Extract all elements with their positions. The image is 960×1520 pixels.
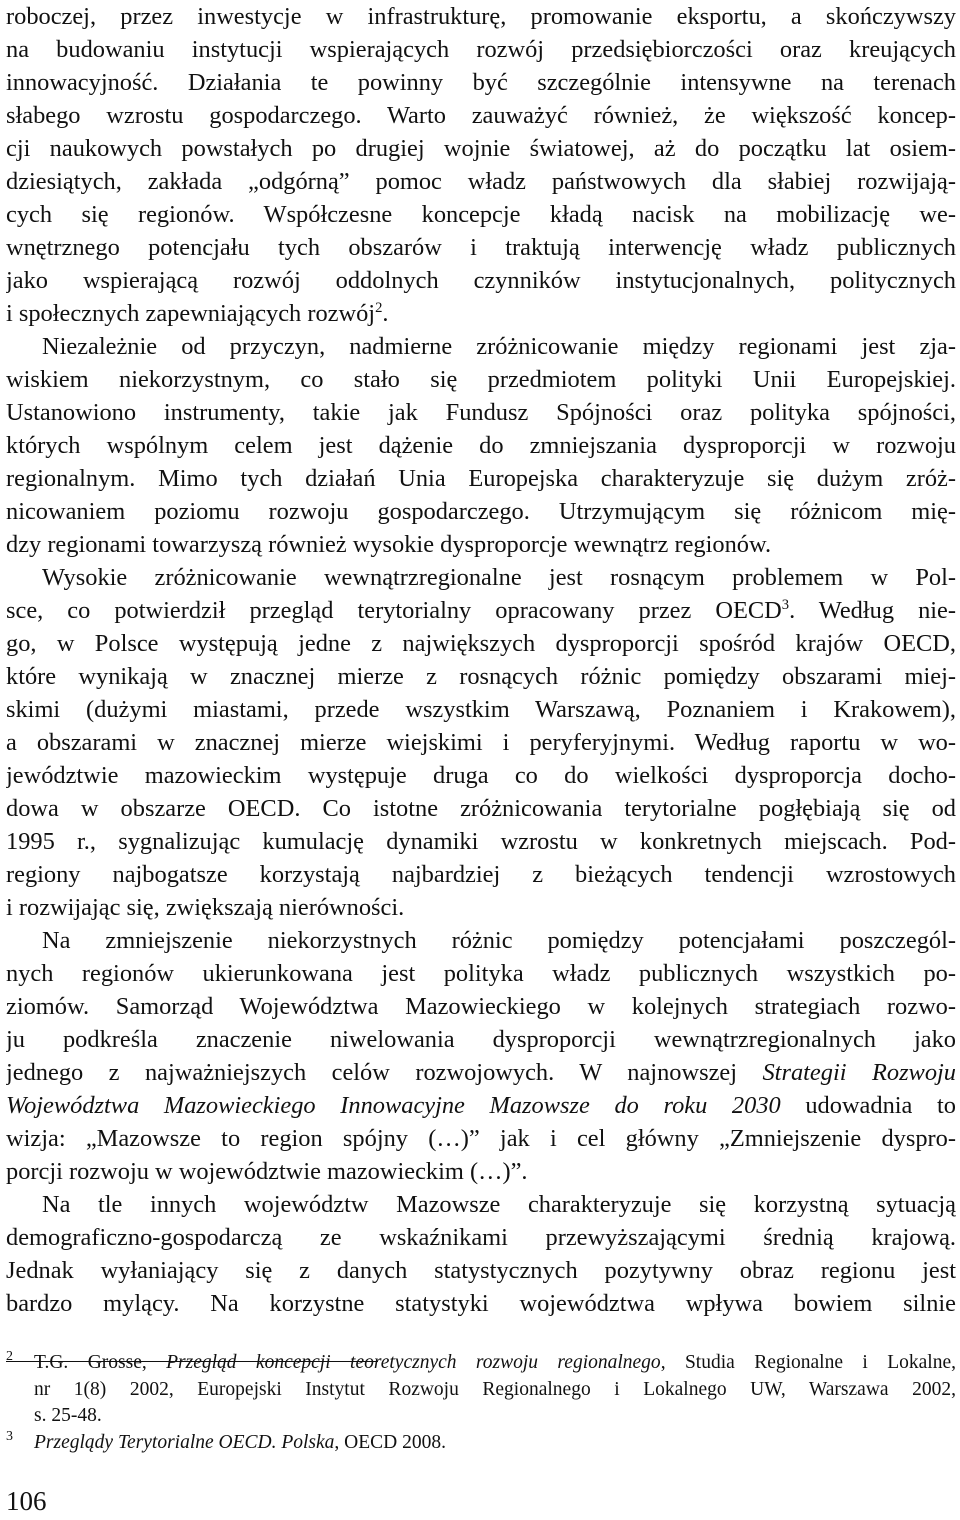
text-run: a obszarami w znacznej mierze wiejskimi i peryferyjnymi. Według raportu w wo- bbox=[6, 729, 956, 756]
text-line bbox=[6, 627, 956, 660]
text-line bbox=[6, 396, 956, 429]
text-line bbox=[6, 693, 956, 726]
text-line bbox=[6, 1221, 956, 1254]
text-line bbox=[6, 264, 956, 297]
text-run: Niezależnie od przyczyn, nadmierne zróżnicowanie między regionami jest zja- bbox=[42, 333, 956, 360]
text-line bbox=[6, 363, 956, 396]
italic-title: Przegląd koncepcji teoretycznych rozwoju regionalnego bbox=[166, 1352, 661, 1373]
text-run: dowa w obszarze OECD. Co istotne zróżnicowania terytorialne pogłębiają się od bbox=[6, 795, 956, 822]
text-run: go, w Polsce występują jedne z największych dysproporcji spośród krajów OECD, bbox=[6, 630, 956, 657]
text-line bbox=[6, 957, 956, 990]
text-line bbox=[6, 429, 956, 462]
text-run: . Według nie- bbox=[789, 597, 956, 624]
footnote-line bbox=[6, 1403, 956, 1430]
text-run: skimi (dużymi miastami, przede wszystkim Warszawą, Poznaniem i Krakowem), bbox=[6, 696, 956, 723]
text-line bbox=[6, 495, 956, 528]
text-run: i rozwijając się, zwiększają nierówności. bbox=[6, 894, 405, 921]
text-run: Wysokie zróżnicowanie wewnątrzregionalne jest rosnącym problemem w Pol- bbox=[42, 564, 956, 591]
text-run: bardzo mylący. Na korzystne statystyki województwa wpływa bowiem silnie bbox=[6, 1290, 956, 1317]
text-run: nych regionów ukierunkowana jest polityka władz publicznych wszystkich po- bbox=[6, 960, 956, 987]
text-line bbox=[6, 99, 956, 132]
text-run: ju podkreśla znaczenie niwelowania dysproporcji wewnątrzregionalnych jako bbox=[6, 1026, 956, 1053]
text-run: , OECD 2008. bbox=[334, 1432, 447, 1453]
text-line bbox=[6, 825, 956, 858]
text-line bbox=[6, 660, 956, 693]
text-run: Na zmniejszenie niekorzystnych różnic pomiędzy potencjałami poszczegól- bbox=[42, 927, 956, 954]
text-line bbox=[6, 231, 956, 264]
text-run: demograficzno-gospodarczą ze wskaźnikami przewyższającymi średnią krajową. bbox=[6, 1224, 956, 1251]
text-line bbox=[6, 330, 956, 363]
text-run: porcji rozwoju w województwie mazowieckim (…)”. bbox=[6, 1158, 528, 1185]
text-run: sce, co potwierdził przegląd terytorialny opracowany przez OECD bbox=[6, 597, 782, 624]
text-run: Jednak wyłaniający się z danych statystycznych pozytywny obraz regionu jest bbox=[6, 1257, 956, 1284]
text-run: na budowaniu instytucji wspierających rozwój przedsiębiorczości oraz kreujących bbox=[6, 36, 956, 63]
text-line bbox=[6, 924, 956, 957]
text-line bbox=[6, 66, 956, 99]
text-run: słabego wzrostu gospodarczego. Warto zauważyć również, że większość koncep- bbox=[6, 102, 956, 129]
text-line bbox=[6, 528, 956, 561]
footnote-2 bbox=[6, 1350, 956, 1430]
text-line bbox=[6, 1188, 956, 1221]
text-run: 1995 r., sygnalizując kumulację dynamiki wzrostu w konkretnych miejscach. Pod- bbox=[6, 828, 956, 855]
footnote-line bbox=[6, 1430, 956, 1457]
footnote-reference[interactable]: 3 bbox=[781, 597, 790, 614]
text-run: . bbox=[382, 300, 389, 327]
text-run: ziomów. Samorząd Województwa Mazowieckiego w kolejnych strategiach rozwo- bbox=[6, 993, 956, 1020]
text-run: Ustanowiono instrumenty, takie jak Fundusz Spójności oraz polityka spójności, bbox=[6, 399, 956, 426]
text-line bbox=[6, 1056, 956, 1089]
text-run: s. 25-48. bbox=[34, 1405, 102, 1426]
italic-title: Województwa Mazowieckiego Innowacyjne Mazowsze do roku 2030 bbox=[6, 1092, 781, 1119]
text-line bbox=[6, 891, 956, 924]
text-line bbox=[6, 0, 956, 33]
text-run: roboczej, przez inwestycje w infrastrukturę, promowanie eksportu, a skończywszy bbox=[6, 3, 956, 30]
text-run: regionalnym. Mimo tych działań Unia Europejska charakteryzuje się dużym zróż- bbox=[6, 465, 956, 492]
text-line bbox=[6, 792, 956, 825]
text-run: jewództwie mazowieckim występuje druga co do wielkości dysproporcja docho- bbox=[6, 762, 956, 789]
text-line bbox=[6, 1155, 956, 1188]
text-line bbox=[6, 594, 956, 627]
text-line bbox=[6, 297, 956, 330]
text-run: dziesiątych, zakłada „odgórną” pomoc władz państwowych dla słabiej rozwijają- bbox=[6, 168, 956, 195]
text-line bbox=[6, 858, 956, 891]
text-line bbox=[6, 561, 956, 594]
text-line bbox=[6, 33, 956, 66]
text-run: Na tle innych województw Mazowsze charakteryzuje się korzystną sytuacją bbox=[42, 1191, 956, 1218]
document-page bbox=[6, 0, 956, 1320]
text-run: wizja: „Mazowsze to region spójny (…)” jak i cel główny „Zmniejszenie dyspro- bbox=[6, 1125, 956, 1152]
text-line bbox=[6, 1023, 956, 1056]
text-line bbox=[6, 165, 956, 198]
text-run: które wynikają w znacznej mierze z rosnących różnic pomiędzy obszarami miej- bbox=[6, 663, 956, 690]
text-run: , Studia Regionalne i Lokalne, bbox=[660, 1352, 956, 1373]
text-line bbox=[6, 132, 956, 165]
text-line bbox=[6, 198, 956, 231]
footnote-line bbox=[6, 1377, 956, 1404]
text-run: udowadnia to bbox=[780, 1092, 956, 1119]
footnote-line bbox=[6, 1350, 956, 1377]
text-run: innowacyjność. Działania te powinny być szczególnie intensywne na terenach bbox=[6, 69, 956, 96]
text-run: jako wspierającą rozwój oddolnych czynników instytucjonalnych, politycznych bbox=[6, 267, 956, 294]
text-run: których wspólnym celem jest dążenie do zmniejszania dysproporcji w rozwoju bbox=[6, 432, 956, 459]
text-run: nr 1(8) 2002, Europejski Instytut Rozwoju Regionalnego i Lokalnego UW, Warszawa 2002, bbox=[34, 1378, 956, 1400]
text-run: jednego z najważniejszych celów rozwojowych. W najnowszej bbox=[6, 1059, 763, 1086]
text-line bbox=[6, 1254, 956, 1287]
italic-title: Strategii Rozwoju bbox=[762, 1059, 956, 1086]
text-line bbox=[6, 726, 956, 759]
footnote-mark: 3 bbox=[6, 1429, 13, 1444]
footnote-mark: 2 bbox=[6, 1349, 13, 1364]
text-run: nicowaniem poziomu rozwoju gospodarczego. Utrzymującym się różnicom mię- bbox=[6, 498, 956, 525]
text-run: T.G. Grosse, bbox=[34, 1352, 167, 1373]
text-run: wnętrznego potencjału tych obszarów i traktują interwencję władz publicznych bbox=[6, 234, 956, 261]
text-run: regiony najbogatsze korzystają najbardziej z bieżących tendencji wzrostowych bbox=[6, 861, 956, 888]
italic-title: Przeglądy Terytorialne OECD. Polska bbox=[34, 1432, 335, 1453]
text-run: wiskiem niekorzystnym, co stało się przedmiotem polityki Unii Europejskiej. bbox=[6, 366, 956, 393]
text-line bbox=[6, 462, 956, 495]
text-line bbox=[6, 1122, 956, 1155]
text-line bbox=[6, 759, 956, 792]
text-run: cych się regionów. Współczesne koncepcje kładą nacisk na mobilizację we- bbox=[6, 201, 956, 228]
text-run: dzy regionami towarzyszą również wysokie dysproporcje wewnątrz regionów. bbox=[6, 531, 772, 558]
text-line bbox=[6, 1287, 956, 1320]
text-line bbox=[6, 990, 956, 1023]
page-number: 106 bbox=[6, 1486, 47, 1516]
body-text bbox=[6, 0, 956, 1320]
text-run: cji naukowych powstałych po drugiej wojnie światowej, aż do początku lat osiem- bbox=[6, 135, 956, 162]
text-run: i społecznych zapewniających rozwój bbox=[6, 300, 376, 327]
footnote-3 bbox=[6, 1430, 956, 1457]
footnote-reference[interactable]: 2 bbox=[375, 300, 383, 317]
text-line bbox=[6, 1089, 956, 1122]
